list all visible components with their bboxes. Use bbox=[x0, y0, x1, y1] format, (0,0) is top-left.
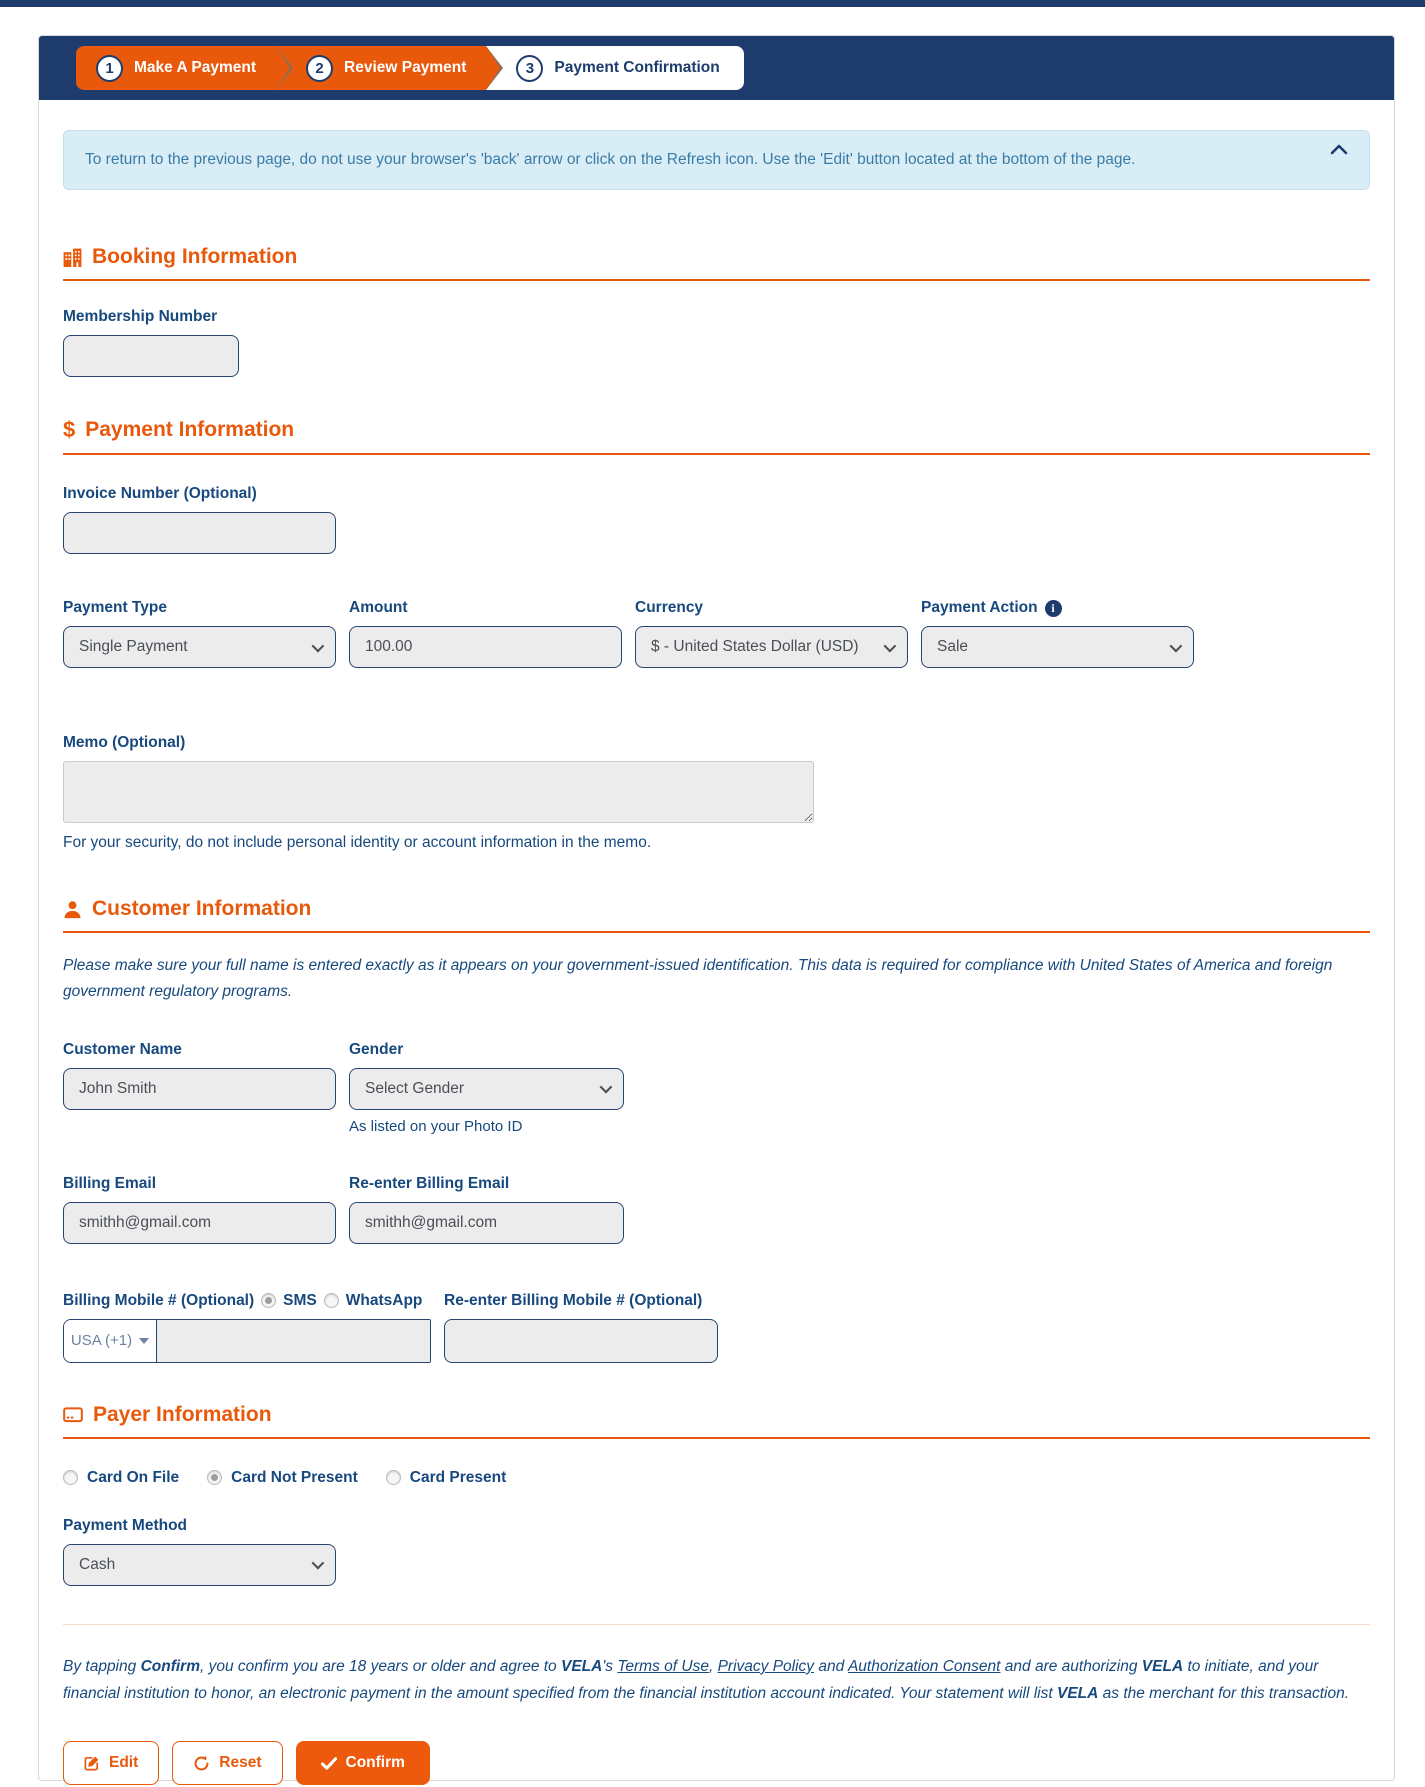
reenter-billing-mobile-label: Re-enter Billing Mobile # (Optional) bbox=[444, 1291, 703, 1309]
step-label-review-payment: Review Payment bbox=[344, 59, 467, 76]
customer-information-title bbox=[63, 897, 1370, 933]
membership-number-label: Membership Number bbox=[63, 308, 218, 326]
edit-icon bbox=[84, 1755, 100, 1771]
section-title-text: Payment Information bbox=[85, 418, 295, 442]
invoice-number-label: Invoice Number (Optional) bbox=[63, 485, 257, 503]
currency-label: Currency bbox=[635, 599, 704, 617]
section-divider bbox=[63, 1624, 1370, 1625]
card-on-file-option[interactable] bbox=[63, 1469, 179, 1487]
payment-method-select[interactable] bbox=[63, 1544, 336, 1586]
step-label-payment-confirmation: Payment Confirmation bbox=[554, 59, 720, 76]
reenter-billing-email-label: Re-enter Billing Email bbox=[349, 1174, 510, 1192]
check-icon bbox=[321, 1757, 337, 1770]
dollar-icon: $ bbox=[63, 417, 76, 443]
chevron-up-icon[interactable] bbox=[1329, 143, 1349, 157]
action-buttons bbox=[63, 1741, 1370, 1785]
edit-button[interactable] bbox=[63, 1741, 159, 1785]
amount-label: Amount bbox=[349, 599, 408, 617]
confirm-button-label: Confirm bbox=[345, 1754, 405, 1772]
step-number-3: 3 bbox=[516, 55, 543, 82]
section-title-text: Booking Information bbox=[92, 245, 298, 269]
top-browser-strip bbox=[0, 0, 1425, 7]
billing-mobile-input[interactable] bbox=[157, 1320, 430, 1362]
caret-down-icon bbox=[139, 1338, 149, 1344]
step-number-2: 2 bbox=[306, 55, 333, 82]
step-payment-confirmation bbox=[486, 46, 743, 90]
card-not-present-label: Card Not Present bbox=[231, 1468, 358, 1486]
memo-textarea[interactable] bbox=[63, 761, 814, 823]
reset-button-label: Reset bbox=[219, 1754, 262, 1772]
info-icon[interactable]: i bbox=[1045, 600, 1062, 617]
membership-number-input[interactable] bbox=[63, 335, 239, 377]
country-code-select[interactable] bbox=[64, 1320, 157, 1362]
card-not-present-option[interactable] bbox=[207, 1469, 358, 1487]
section-title-text: Payer Information bbox=[93, 1402, 272, 1426]
step-make-a-payment[interactable] bbox=[76, 46, 276, 90]
reenter-billing-email-input[interactable] bbox=[349, 1202, 624, 1244]
billing-mobile-group bbox=[63, 1319, 431, 1363]
payment-action-value: Sale bbox=[937, 638, 969, 656]
building-icon bbox=[63, 248, 82, 267]
navigation-warning-alert bbox=[63, 130, 1370, 190]
payment-type-select[interactable] bbox=[63, 626, 336, 668]
disclaimer-link[interactable]: Authorization Consent bbox=[847, 1657, 1001, 1675]
currency-value: $ - United States Dollar (USD) bbox=[651, 638, 859, 656]
card-present-option[interactable] bbox=[386, 1469, 506, 1487]
chevron-down-icon bbox=[312, 639, 325, 652]
payment-method-label: Payment Method bbox=[63, 1516, 188, 1534]
card-on-file-radio[interactable] bbox=[63, 1470, 78, 1485]
gender-value: Select Gender bbox=[365, 1079, 465, 1097]
reset-button[interactable] bbox=[172, 1741, 282, 1785]
billing-email-input[interactable] bbox=[63, 1202, 336, 1244]
section-title-text: Customer Information bbox=[92, 897, 312, 921]
booking-information-title bbox=[63, 245, 1370, 281]
step-arrow bbox=[486, 46, 500, 90]
payment-action-select[interactable] bbox=[921, 626, 1194, 668]
reenter-billing-mobile-input[interactable] bbox=[444, 1319, 718, 1363]
step-arrow bbox=[276, 46, 290, 90]
currency-select[interactable] bbox=[635, 626, 908, 668]
payment-information-title bbox=[63, 417, 1370, 455]
gender-select[interactable] bbox=[349, 1068, 624, 1110]
confirm-button[interactable] bbox=[296, 1741, 430, 1785]
payment-action-label: Payment Action bbox=[921, 599, 1038, 617]
stepper-band bbox=[39, 36, 1394, 100]
amount-input[interactable] bbox=[349, 626, 622, 668]
customer-name-input[interactable] bbox=[63, 1068, 336, 1110]
disclaimer-link[interactable]: Terms of Use bbox=[617, 1657, 709, 1675]
person-icon bbox=[63, 900, 82, 919]
chevron-down-icon bbox=[600, 1081, 613, 1094]
reset-icon bbox=[193, 1755, 210, 1772]
step-label-make-a-payment: Make A Payment bbox=[134, 59, 257, 76]
alert-text: To return to the previous page, do not use your browser's 'back' arrow or click on the Refresh icon. Use the 'Edit' button located at the bottom of the page. bbox=[85, 151, 1136, 168]
payer-information-title bbox=[63, 1403, 1370, 1439]
step-review-payment[interactable] bbox=[276, 46, 486, 90]
payment-review-card bbox=[38, 35, 1395, 1781]
payment-type-value: Single Payment bbox=[79, 638, 188, 656]
chevron-down-icon bbox=[312, 1557, 325, 1570]
memo-security-note: For your security, do not include personal identity or account information in the memo. bbox=[63, 834, 652, 852]
payment-method-value: Cash bbox=[79, 1555, 116, 1573]
disclaimer-link[interactable]: Privacy Policy bbox=[717, 1657, 815, 1675]
edit-button-label: Edit bbox=[109, 1754, 139, 1772]
sms-radio-label: SMS bbox=[283, 1291, 317, 1309]
billing-mobile-label: Billing Mobile # (Optional) bbox=[63, 1291, 255, 1309]
payment-type-label: Payment Type bbox=[63, 599, 167, 617]
memo-label: Memo (Optional) bbox=[63, 734, 186, 752]
card-presence-options bbox=[63, 1469, 1370, 1487]
billing-email-label: Billing Email bbox=[63, 1174, 157, 1192]
credit-card-icon bbox=[63, 1405, 83, 1424]
chevron-down-icon bbox=[884, 639, 897, 652]
customer-compliance-notice: Please make sure your full name is entered exactly as it appears on your government-issued identification. This data is required for compliance with United States of America and foreign government regulatory programs. bbox=[63, 957, 1333, 1001]
whatsapp-radio[interactable] bbox=[324, 1293, 339, 1308]
customer-name-label: Customer Name bbox=[63, 1040, 182, 1058]
invoice-number-input[interactable] bbox=[63, 512, 336, 554]
card-present-label: Card Present bbox=[409, 1468, 507, 1486]
card-not-present-radio[interactable] bbox=[207, 1470, 222, 1485]
card-present-radio[interactable] bbox=[386, 1470, 401, 1485]
confirm-disclaimer: By tapping Confirm, you confirm you are 18 years or older and agree to VELA's Terms of Use, Privacy Policy and Authorization Consent and are authorizing VELA to initiate, and your financial institution to honor, an electronic payment in the amount specified from the financial institution account indicated. Your statement will list VELA as the merchant for this transaction. bbox=[63, 1657, 1350, 1702]
country-code-value: USA (+1) bbox=[70, 1332, 133, 1350]
sms-radio[interactable] bbox=[261, 1293, 276, 1308]
gender-label: Gender bbox=[349, 1040, 404, 1058]
step-number-1: 1 bbox=[96, 55, 123, 82]
whatsapp-radio-label: WhatsApp bbox=[345, 1291, 423, 1309]
card-on-file-label: Card On File bbox=[87, 1468, 180, 1486]
gender-helper-text: As listed on your Photo ID bbox=[349, 1117, 523, 1135]
chevron-down-icon bbox=[1170, 639, 1183, 652]
payment-stepper bbox=[76, 46, 744, 90]
